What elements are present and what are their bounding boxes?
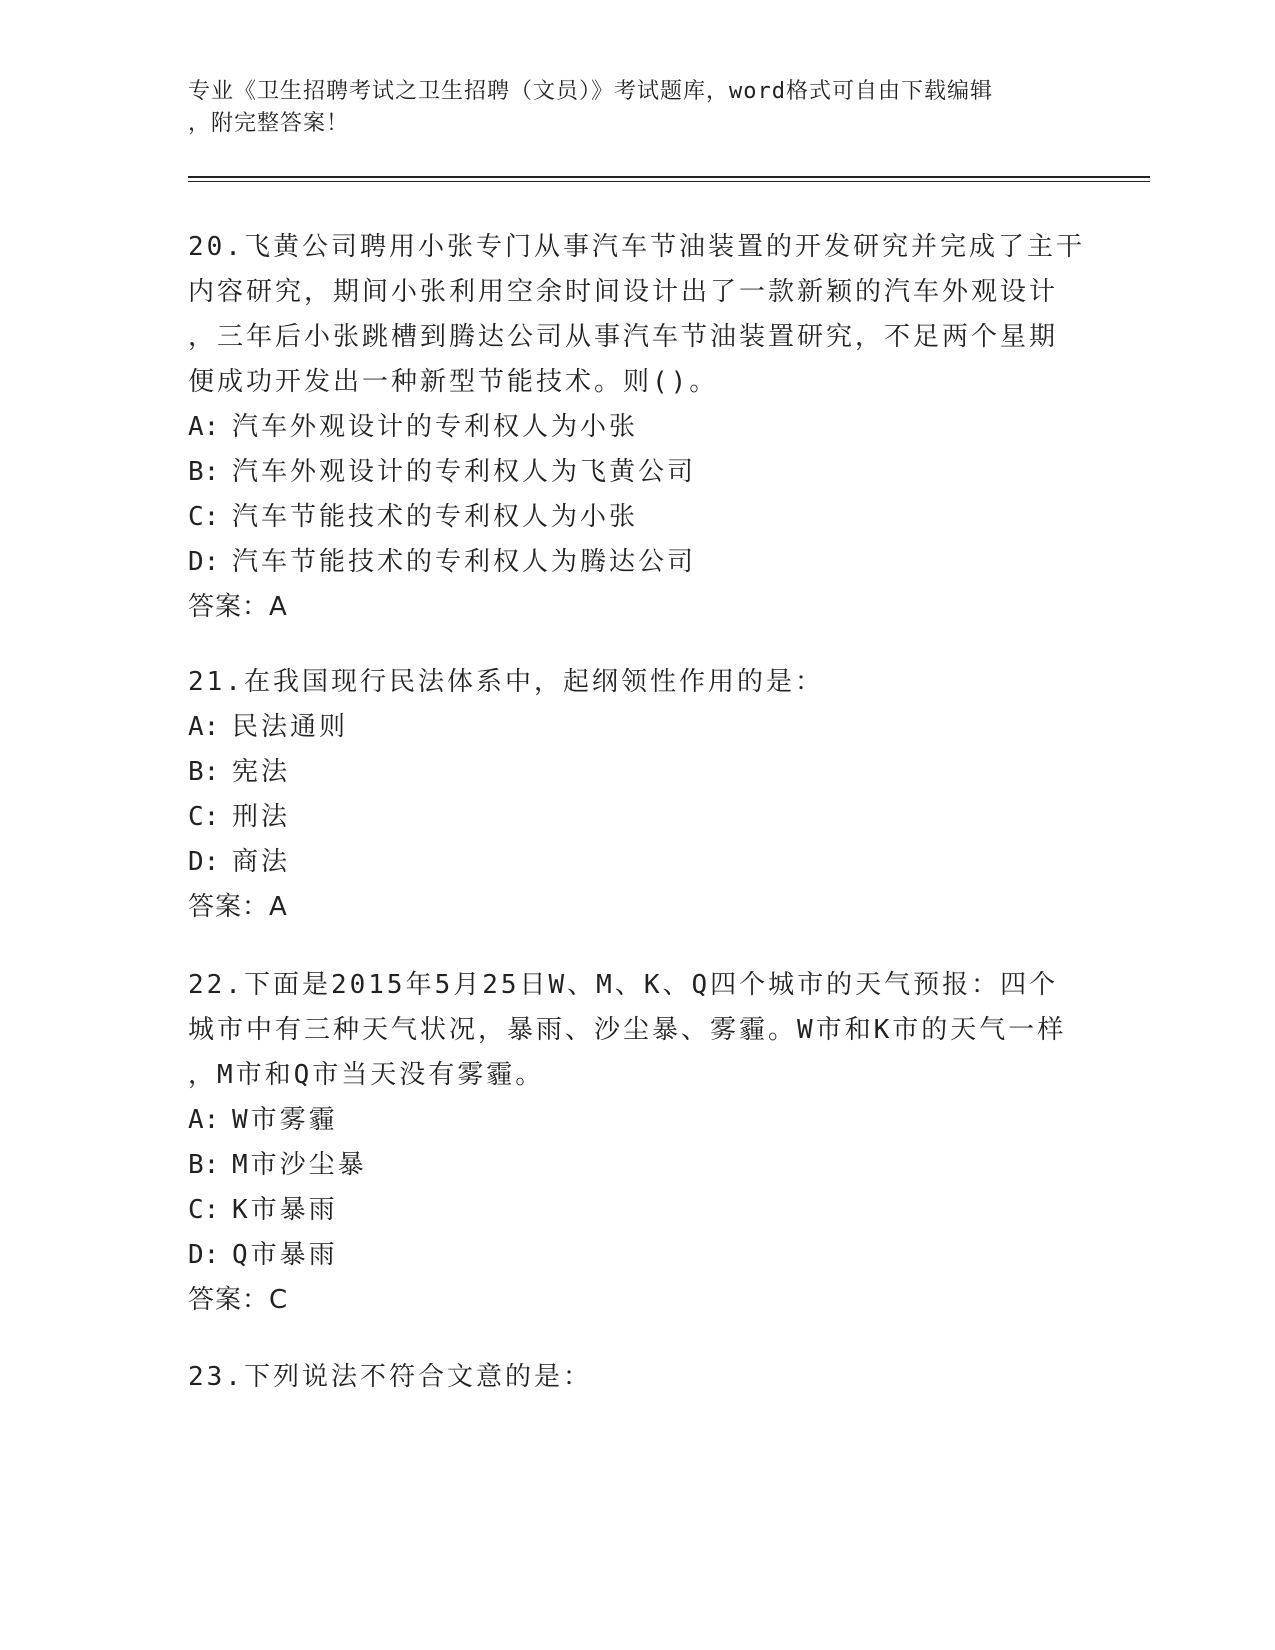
option-letter: C: <box>188 502 220 532</box>
option-letter: C: <box>188 802 220 832</box>
option-b <box>188 450 1088 495</box>
question-stem-line: 21.在我国现行民法体系中，起纲领性作用的是： <box>188 667 824 697</box>
option-letter: D: <box>188 847 220 877</box>
answer-line: 答案：C <box>188 1285 289 1315</box>
option-text: W市雾霾 <box>232 1105 338 1135</box>
option-a <box>188 1098 1088 1143</box>
option-letter: B: <box>188 457 220 487</box>
header-divider <box>188 176 1150 178</box>
question-stem-line: 便成功开发出一种新型节能技术。则()。 <box>188 367 719 397</box>
option-text: 汽车节能技术的专利权人为小张 <box>232 502 639 532</box>
option-text: 汽车外观设计的专利权人为飞黄公司 <box>232 457 697 487</box>
option-text: 民法通则 <box>232 712 349 742</box>
question-20 <box>188 225 1088 630</box>
option-text: Q市暴雨 <box>232 1240 338 1270</box>
question-21 <box>188 660 1088 930</box>
option-a <box>188 405 1088 450</box>
option-a <box>188 705 1088 750</box>
option-text: 刑法 <box>232 802 291 832</box>
option-c <box>188 795 1088 840</box>
option-text: 商法 <box>232 847 291 877</box>
answer-line: 答案：A <box>188 592 288 622</box>
option-text: 汽车外观设计的专利权人为小张 <box>232 412 639 442</box>
question-stem-line: ，三年后小张跳槽到腾达公司从事汽车节油装置研究，不足两个星期 <box>188 322 1059 352</box>
option-letter: D: <box>188 1240 220 1270</box>
option-letter: A: <box>188 712 220 742</box>
question-stem-line: 20.飞黄公司聘用小张专门从事汽车节油装置的开发研究并完成了主干 <box>188 232 1085 262</box>
option-letter: C: <box>188 1195 220 1225</box>
option-letter: B: <box>188 1150 220 1180</box>
question-stem-line: 城市中有三种天气状况，暴雨、沙尘暴、雾霾。W市和K市的天气一样 <box>188 1015 1067 1045</box>
option-b <box>188 750 1088 795</box>
answer-line: 答案：A <box>188 892 288 922</box>
option-d <box>188 1233 1088 1278</box>
question-23 <box>188 1355 1088 1400</box>
option-letter: A: <box>188 412 220 442</box>
option-letter: B: <box>188 757 220 787</box>
question-stem-line: ，M市和Q市当天没有雾霾。 <box>188 1060 545 1090</box>
question-stem-line: 22.下面是2015年5月25日W、M、K、Q四个城市的天气预报：四个 <box>188 970 1059 1000</box>
option-text: M市沙尘暴 <box>232 1150 367 1180</box>
option-d <box>188 540 1088 585</box>
question-22 <box>188 963 1088 1323</box>
header-line-2: ，附完整答案！ <box>188 111 350 136</box>
option-letter: A: <box>188 1105 220 1135</box>
question-stem-line: 内容研究，期间小张利用空余时间设计出了一款新颖的汽车外观设计 <box>188 277 1059 307</box>
option-text: 宪法 <box>232 757 291 787</box>
header-line-1: 专业《卫生招聘考试之卫生招聘（文员）》考试题库，word格式可自由下载编辑 <box>188 79 993 104</box>
option-c <box>188 495 1088 540</box>
option-text: 汽车节能技术的专利权人为腾达公司 <box>232 547 697 577</box>
document-header <box>188 76 1068 140</box>
option-letter: D: <box>188 547 220 577</box>
header-divider-thin <box>188 181 1150 182</box>
option-d <box>188 840 1088 885</box>
option-b <box>188 1143 1088 1188</box>
question-stem-line: 23.下列说法不符合文意的是： <box>188 1362 592 1392</box>
option-text: K市暴雨 <box>232 1195 338 1225</box>
option-c <box>188 1188 1088 1233</box>
